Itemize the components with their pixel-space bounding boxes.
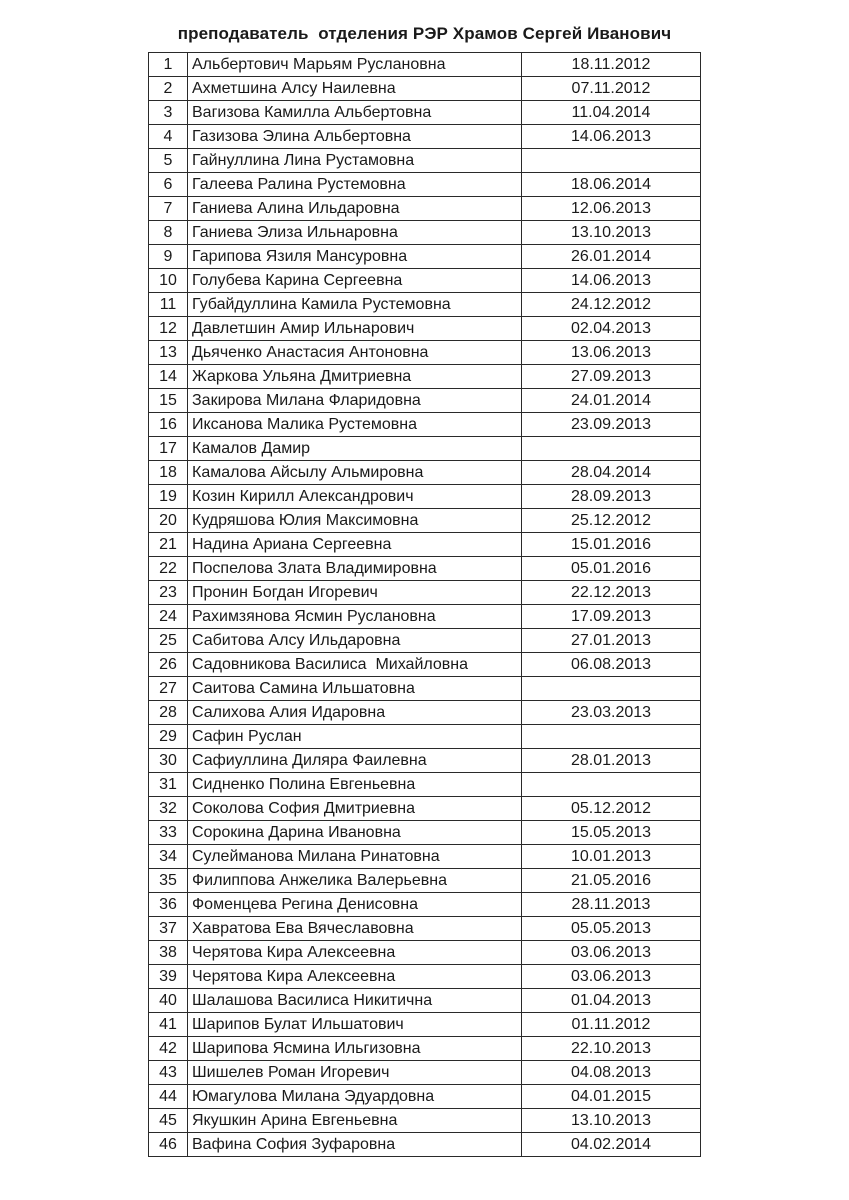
row-number: 1 <box>149 53 188 77</box>
row-number: 23 <box>149 581 188 605</box>
row-number: 17 <box>149 437 188 461</box>
birth-date: 04.02.2014 <box>522 1133 701 1157</box>
row-number: 45 <box>149 1109 188 1133</box>
student-name: Сафиуллина Диляра Фаилевна <box>188 749 522 773</box>
table-row <box>149 77 701 101</box>
student-name: Шарипов Булат Ильшатович <box>188 1013 522 1037</box>
birth-date: 22.10.2013 <box>522 1037 701 1061</box>
birth-date: 28.11.2013 <box>522 893 701 917</box>
birth-date: 15.05.2013 <box>522 821 701 845</box>
row-number: 27 <box>149 677 188 701</box>
table-row <box>149 653 701 677</box>
table-row <box>149 701 701 725</box>
table-row <box>149 269 701 293</box>
student-name: Газизова Элина Альбертовна <box>188 125 522 149</box>
student-name: Голубева Карина Сергеевна <box>188 269 522 293</box>
row-number: 13 <box>149 341 188 365</box>
row-number: 12 <box>149 317 188 341</box>
student-name: Сорокина Дарина Ивановна <box>188 821 522 845</box>
student-name: Вагизова Камилла Альбертовна <box>188 101 522 125</box>
birth-date <box>522 725 701 749</box>
row-number: 28 <box>149 701 188 725</box>
table-row <box>149 677 701 701</box>
table-row <box>149 341 701 365</box>
student-name: Юмагулова Милана Эдуардовна <box>188 1085 522 1109</box>
student-name: Рахимзянова Ясмин Руслановна <box>188 605 522 629</box>
row-number: 29 <box>149 725 188 749</box>
table-row <box>149 749 701 773</box>
birth-date: 22.12.2013 <box>522 581 701 605</box>
birth-date: 26.01.2014 <box>522 245 701 269</box>
student-name: Кудряшова Юлия Максимовна <box>188 509 522 533</box>
table-row <box>149 101 701 125</box>
row-number: 33 <box>149 821 188 845</box>
student-name: Якушкин Арина Евгеньевна <box>188 1109 522 1133</box>
student-name: Камалова Айсылу Альмировна <box>188 461 522 485</box>
table-row <box>149 629 701 653</box>
row-number: 18 <box>149 461 188 485</box>
birth-date: 14.06.2013 <box>522 269 701 293</box>
table-row <box>149 965 701 989</box>
row-number: 42 <box>149 1037 188 1061</box>
birth-date: 18.06.2014 <box>522 173 701 197</box>
table-row <box>149 989 701 1013</box>
student-name: Дьяченко Анастасия Антоновна <box>188 341 522 365</box>
student-name: Жаркова Ульяна Дмитриевна <box>188 365 522 389</box>
student-name: Салихова Алия Идаровна <box>188 701 522 725</box>
birth-date: 17.09.2013 <box>522 605 701 629</box>
student-name: Сулейманова Милана Ринатовна <box>188 845 522 869</box>
table-row <box>149 293 701 317</box>
student-name: Галеева Ралина Рустемовна <box>188 173 522 197</box>
birth-date: 13.10.2013 <box>522 1109 701 1133</box>
birth-date: 03.06.2013 <box>522 941 701 965</box>
row-number: 26 <box>149 653 188 677</box>
student-name: Черятова Кира Алексеевна <box>188 965 522 989</box>
table-row <box>149 533 701 557</box>
student-name: Вафина София Зуфаровна <box>188 1133 522 1157</box>
student-name: Сабитова Алсу Ильдаровна <box>188 629 522 653</box>
table-row <box>149 1133 701 1157</box>
birth-date: 03.06.2013 <box>522 965 701 989</box>
birth-date: 27.09.2013 <box>522 365 701 389</box>
table-row <box>149 941 701 965</box>
row-number: 36 <box>149 893 188 917</box>
row-number: 16 <box>149 413 188 437</box>
row-number: 3 <box>149 101 188 125</box>
birth-date: 24.12.2012 <box>522 293 701 317</box>
row-number: 38 <box>149 941 188 965</box>
row-number: 14 <box>149 365 188 389</box>
birth-date: 23.03.2013 <box>522 701 701 725</box>
birth-date: 06.08.2013 <box>522 653 701 677</box>
student-name: Ахметшина Алсу Наилевна <box>188 77 522 101</box>
student-name: Садовникова Василиса Михайловна <box>188 653 522 677</box>
row-number: 44 <box>149 1085 188 1109</box>
row-number: 11 <box>149 293 188 317</box>
birth-date: 07.11.2012 <box>522 77 701 101</box>
table-row <box>149 1013 701 1037</box>
student-name: Фоменцева Регина Денисовна <box>188 893 522 917</box>
birth-date: 12.06.2013 <box>522 197 701 221</box>
table-row <box>149 1061 701 1085</box>
student-name: Филиппова Анжелика Валерьевна <box>188 869 522 893</box>
birth-date: 04.01.2015 <box>522 1085 701 1109</box>
table-row <box>149 173 701 197</box>
table-row <box>149 125 701 149</box>
row-number: 34 <box>149 845 188 869</box>
student-name: Ганиева Алина Ильдаровна <box>188 197 522 221</box>
birth-date <box>522 773 701 797</box>
table-row <box>149 509 701 533</box>
student-name: Шалашова Василиса Никитична <box>188 989 522 1013</box>
row-number: 10 <box>149 269 188 293</box>
row-number: 46 <box>149 1133 188 1157</box>
birth-date: 28.09.2013 <box>522 485 701 509</box>
table-row <box>149 893 701 917</box>
page-title: преподаватель отделения РЭР Храмов Сергей Иванович <box>177 24 672 43</box>
birth-date: 05.05.2013 <box>522 917 701 941</box>
row-number: 15 <box>149 389 188 413</box>
student-name: Сидненко Полина Евгеньевна <box>188 773 522 797</box>
table-row <box>149 437 701 461</box>
student-name: Сафин Руслан <box>188 725 522 749</box>
table-row <box>149 821 701 845</box>
row-number: 8 <box>149 221 188 245</box>
row-number: 20 <box>149 509 188 533</box>
table-row <box>149 869 701 893</box>
student-name: Камалов Дамир <box>188 437 522 461</box>
student-name: Ганиева Элиза Ильнаровна <box>188 221 522 245</box>
birth-date: 24.01.2014 <box>522 389 701 413</box>
table-row <box>149 53 701 77</box>
student-name: Козин Кирилл Александрович <box>188 485 522 509</box>
table-row <box>149 725 701 749</box>
table-row <box>149 797 701 821</box>
birth-date: 10.01.2013 <box>522 845 701 869</box>
birth-date <box>522 149 701 173</box>
birth-date: 13.10.2013 <box>522 221 701 245</box>
student-name: Надина Ариана Сергеевна <box>188 533 522 557</box>
row-number: 7 <box>149 197 188 221</box>
student-roster-table <box>148 52 701 1157</box>
table-row <box>149 605 701 629</box>
birth-date: 28.04.2014 <box>522 461 701 485</box>
birth-date: 28.01.2013 <box>522 749 701 773</box>
row-number: 24 <box>149 605 188 629</box>
student-name: Поспелова Злата Владимировна <box>188 557 522 581</box>
student-name: Шишелев Роман Игоревич <box>188 1061 522 1085</box>
birth-date: 21.05.2016 <box>522 869 701 893</box>
student-name: Пронин Богдан Игоревич <box>188 581 522 605</box>
table-row <box>149 197 701 221</box>
table-row <box>149 485 701 509</box>
birth-date: 02.04.2013 <box>522 317 701 341</box>
birth-date: 13.06.2013 <box>522 341 701 365</box>
table-row <box>149 773 701 797</box>
student-name: Шарипова Ясмина Ильгизовна <box>188 1037 522 1061</box>
row-number: 30 <box>149 749 188 773</box>
table-row <box>149 1037 701 1061</box>
student-name: Черятова Кира Алексеевна <box>188 941 522 965</box>
row-number: 35 <box>149 869 188 893</box>
table-row <box>149 917 701 941</box>
row-number: 21 <box>149 533 188 557</box>
row-number: 6 <box>149 173 188 197</box>
birth-date: 05.12.2012 <box>522 797 701 821</box>
birth-date: 14.06.2013 <box>522 125 701 149</box>
table-row <box>149 365 701 389</box>
row-number: 22 <box>149 557 188 581</box>
table-row <box>149 317 701 341</box>
row-number: 4 <box>149 125 188 149</box>
row-number: 31 <box>149 773 188 797</box>
birth-date: 25.12.2012 <box>522 509 701 533</box>
table-row <box>149 461 701 485</box>
table-row <box>149 845 701 869</box>
student-name: Гарипова Язиля Мансуровна <box>188 245 522 269</box>
table-row <box>149 149 701 173</box>
table-row <box>149 1085 701 1109</box>
birth-date: 18.11.2012 <box>522 53 701 77</box>
student-name: Соколова София Дмитриевна <box>188 797 522 821</box>
row-number: 9 <box>149 245 188 269</box>
table-row <box>149 389 701 413</box>
birth-date: 27.01.2013 <box>522 629 701 653</box>
birth-date: 01.04.2013 <box>522 989 701 1013</box>
birth-date <box>522 677 701 701</box>
birth-date <box>522 437 701 461</box>
student-name: Хавратова Ева Вячеславовна <box>188 917 522 941</box>
birth-date: 23.09.2013 <box>522 413 701 437</box>
student-name: Гайнуллина Лина Рустамовна <box>188 149 522 173</box>
row-number: 25 <box>149 629 188 653</box>
table-row <box>149 557 701 581</box>
birth-date: 04.08.2013 <box>522 1061 701 1085</box>
student-name: Альбертович Марьям Руслановна <box>188 53 522 77</box>
table-row <box>149 245 701 269</box>
row-number: 43 <box>149 1061 188 1085</box>
roster-body <box>149 53 701 1157</box>
row-number: 39 <box>149 965 188 989</box>
student-name: Губайдуллина Камила Рустемовна <box>188 293 522 317</box>
row-number: 5 <box>149 149 188 173</box>
student-name: Давлетшин Амир Ильнарович <box>188 317 522 341</box>
table-row <box>149 221 701 245</box>
student-name: Саитова Самина Ильшатовна <box>188 677 522 701</box>
birth-date: 01.11.2012 <box>522 1013 701 1037</box>
row-number: 41 <box>149 1013 188 1037</box>
table-row <box>149 581 701 605</box>
student-name: Закирова Милана Фларидовна <box>188 389 522 413</box>
birth-date: 11.04.2014 <box>522 101 701 125</box>
row-number: 37 <box>149 917 188 941</box>
birth-date: 05.01.2016 <box>522 557 701 581</box>
table-row <box>149 413 701 437</box>
row-number: 32 <box>149 797 188 821</box>
row-number: 19 <box>149 485 188 509</box>
birth-date: 15.01.2016 <box>522 533 701 557</box>
student-name: Иксанова Малика Рустемовна <box>188 413 522 437</box>
row-number: 40 <box>149 989 188 1013</box>
table-row <box>149 1109 701 1133</box>
row-number: 2 <box>149 77 188 101</box>
